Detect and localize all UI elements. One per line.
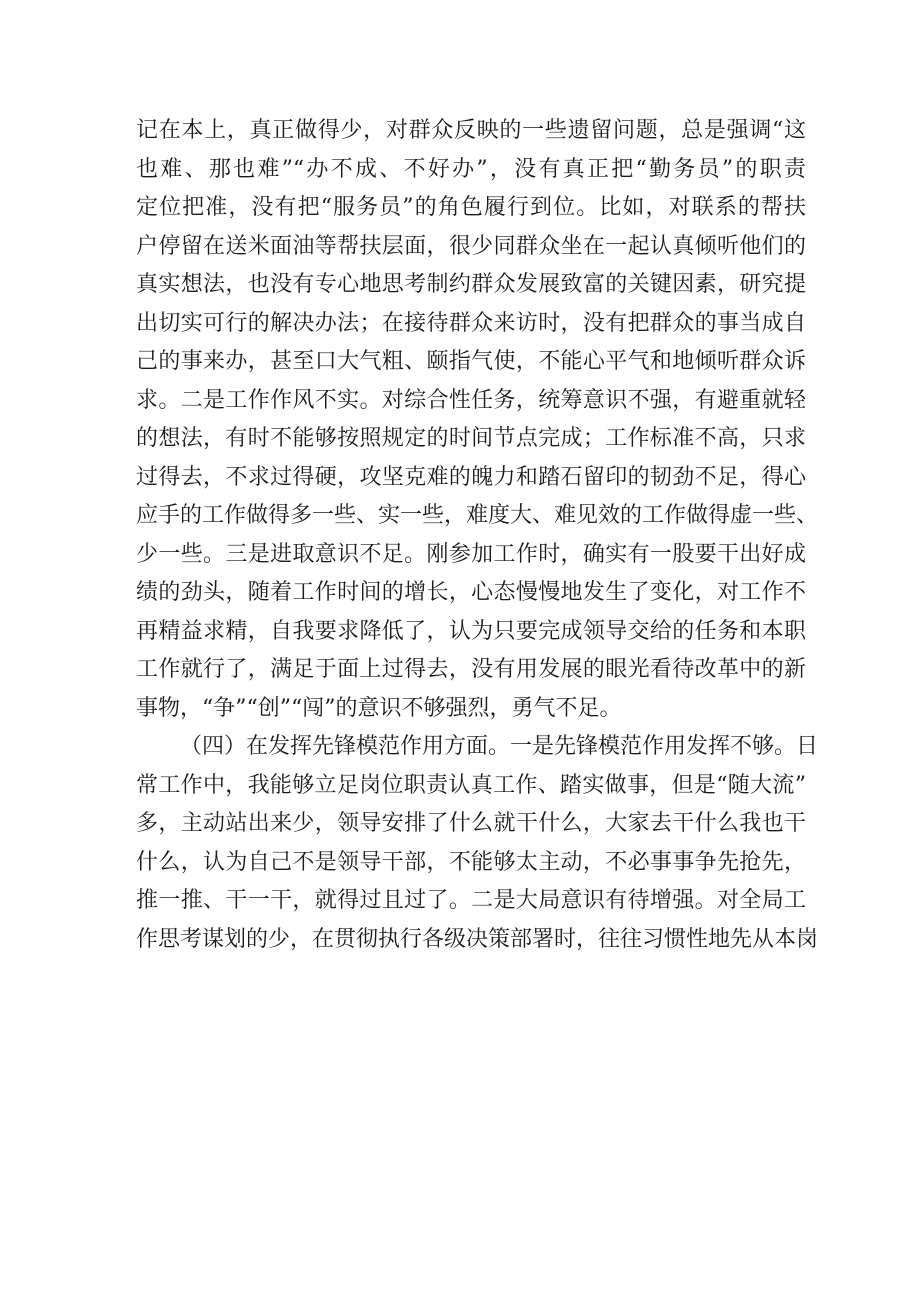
- text-line: 求。二是工作作风不实。对综合性任务，统筹意识不强，有避重就轻: [136, 387, 806, 413]
- section-heading-line: （四）在发挥先锋模范作用方面。一是先锋模范作用发挥不够。日: [180, 734, 819, 759]
- text-line: 户停留在送米面油等帮扶层面，很少同群众坐在一起认真倾听他们的: [136, 233, 806, 259]
- body-text: [136, 112, 819, 959]
- text-line: 的想法，有时不能够按照规定的时间节点完成；工作标准不高，只求: [136, 426, 806, 451]
- text-line: 定位把准，没有把“服务员”的角色履行到位。比如，对联系的帮扶: [136, 195, 806, 220]
- text-line: 绩的劲头，随着工作时间的增长，心态慢慢地发生了变化，对工作不: [136, 580, 806, 605]
- text-line: 推一推、干一干，就得过且过了。二是大局意识有待增强。对全局工: [136, 888, 806, 913]
- text-line: 少一些。三是进取意识不足。刚参加工作时，确实有一股要干出好成: [136, 541, 806, 567]
- text-line: 应手的工作做得多一些、实一些，难度大、难见效的工作做得虚一些、: [136, 503, 819, 528]
- text-line: 记在本上，真正做得少，对群众反映的一些遗留问题，总是强调“这: [136, 118, 806, 143]
- text-line: 出切实可行的解决办法；在接待群众来访时，没有把群众的事当成自: [136, 310, 806, 336]
- text-line: 真实想法，也没有专心地思考制约群众发展致富的关键因素，研究提: [136, 272, 806, 297]
- paragraph-end-line: 事物，“争”“创”“闯”的意识不够强烈，勇气不足。: [136, 695, 622, 721]
- text-line: 也难、那也难”“办不成、不好办”，没有真正把“勤务员”的职责: [136, 156, 806, 182]
- text-line: 再精益求精，自我要求降低了，认为只要完成领导交给的任务和本职: [136, 618, 806, 644]
- text-line: 己的事来办，甚至口大气粗、颐指气使，不能心平气和地倾听群众诉: [136, 349, 806, 374]
- text-line: 作思考谋划的少，在贯彻执行各级决策部署时，往往习惯性地先从本岗: [136, 926, 819, 952]
- text-line: 过得去，不求过得硬，攻坚克难的魄力和踏石留印的韧劲不足，得心: [136, 464, 806, 490]
- text-line: 常工作中，我能够立足岗位职责认真工作、踏实做事，但是“随大流”: [136, 772, 806, 798]
- text-line: 什么，认为自己不是领导干部，不能够太主动，不必事事争先抢先，: [136, 849, 806, 875]
- text-line: 工作就行了，满足于面上过得去，没有用发展的眼光看待改革中的新: [136, 657, 806, 682]
- text-line: 多，主动站出来少，领导安排了什么就干什么，大家去干什么我也干: [136, 811, 806, 836]
